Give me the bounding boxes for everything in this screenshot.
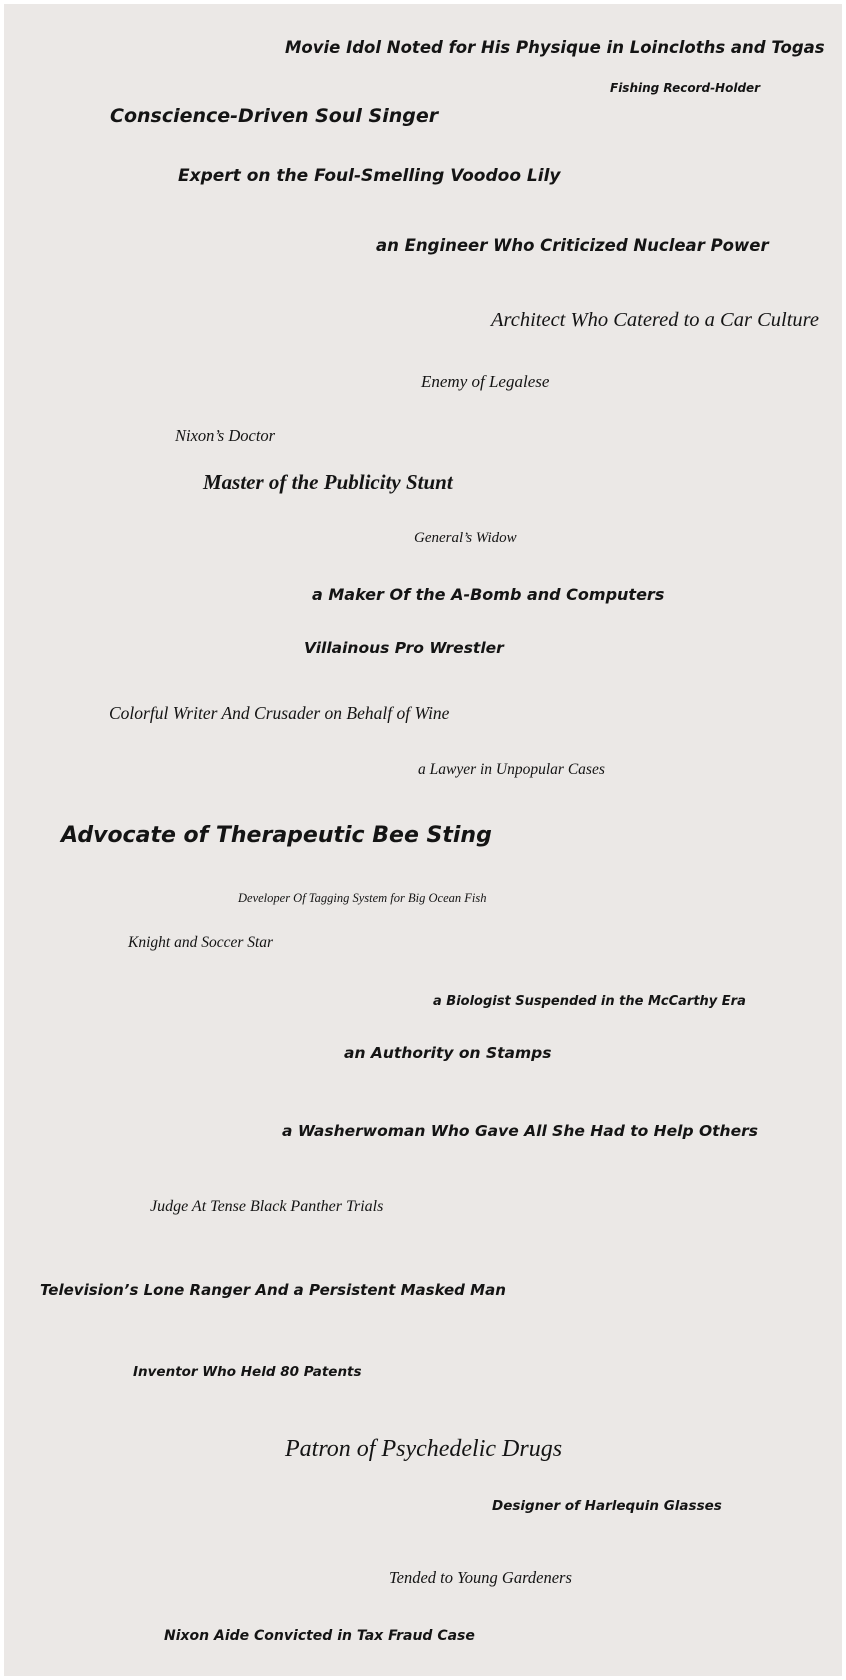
headline-bee-sting-advocate: Advocate of Therapeutic Bee Sting bbox=[61, 823, 492, 848]
headline-voodoo-lily-expert: Expert on the Foul-Smelling Voodoo Lily bbox=[178, 166, 561, 186]
headline-lone-ranger: Television’s Lone Ranger And a Persistent Masked Man bbox=[40, 1281, 506, 1299]
headline-enemy-of-legalese: Enemy of Legalese bbox=[421, 372, 550, 391]
headline-washerwoman: a Washerwoman Who Gave All She Had to Help Others bbox=[282, 1122, 758, 1140]
headline-nixons-doctor: Nixon’s Doctor bbox=[175, 426, 276, 445]
headline-mccarthy-biologist: a Biologist Suspended in the McCarthy Era bbox=[433, 994, 746, 1009]
headline-patent-inventor: Inventor Who Held 80 Patents bbox=[133, 1364, 362, 1380]
headline-fishing-record-holder: Fishing Record-Holder bbox=[610, 81, 761, 95]
headline-movie-idol: Movie Idol Noted for His Physique in Loincloths and Togas bbox=[285, 38, 825, 57]
headline-psychedelic-patron: Patron of Psychedelic Drugs bbox=[285, 1436, 563, 1462]
headline-harlequin-designer: Designer of Harlequin Glasses bbox=[492, 1498, 722, 1514]
headline-black-panther-judge: Judge At Tense Black Panther Trials bbox=[150, 1198, 384, 1215]
headline-unpopular-lawyer: a Lawyer in Unpopular Cases bbox=[418, 761, 605, 778]
headline-knight-soccer-star: Knight and Soccer Star bbox=[128, 934, 274, 951]
headline-young-gardeners: Tended to Young Gardeners bbox=[389, 1568, 572, 1587]
headline-wine-writer: Colorful Writer And Crusader on Behalf of Wine bbox=[109, 703, 450, 723]
headline-generals-widow: General’s Widow bbox=[414, 530, 517, 546]
headline-publicity-stunt: Master of the Publicity Stunt bbox=[203, 470, 453, 494]
headline-fish-tagging-developer: Developer Of Tagging System for Big Ocean Fish bbox=[238, 891, 487, 905]
headline-soul-singer: Conscience-Driven Soul Singer bbox=[110, 105, 439, 127]
headline-nixon-aide: Nixon Aide Convicted in Tax Fraud Case bbox=[164, 1628, 475, 1644]
headline-stamp-authority: an Authority on Stamps bbox=[344, 1044, 552, 1062]
headline-nuclear-engineer: an Engineer Who Criticized Nuclear Power bbox=[376, 236, 769, 255]
headline-pro-wrestler: Villainous Pro Wrestler bbox=[304, 639, 504, 657]
headline-car-culture-architect: Architect Who Catered to a Car Culture bbox=[491, 309, 819, 331]
headline-a-bomb-maker: a Maker Of the A-Bomb and Computers bbox=[312, 585, 665, 604]
